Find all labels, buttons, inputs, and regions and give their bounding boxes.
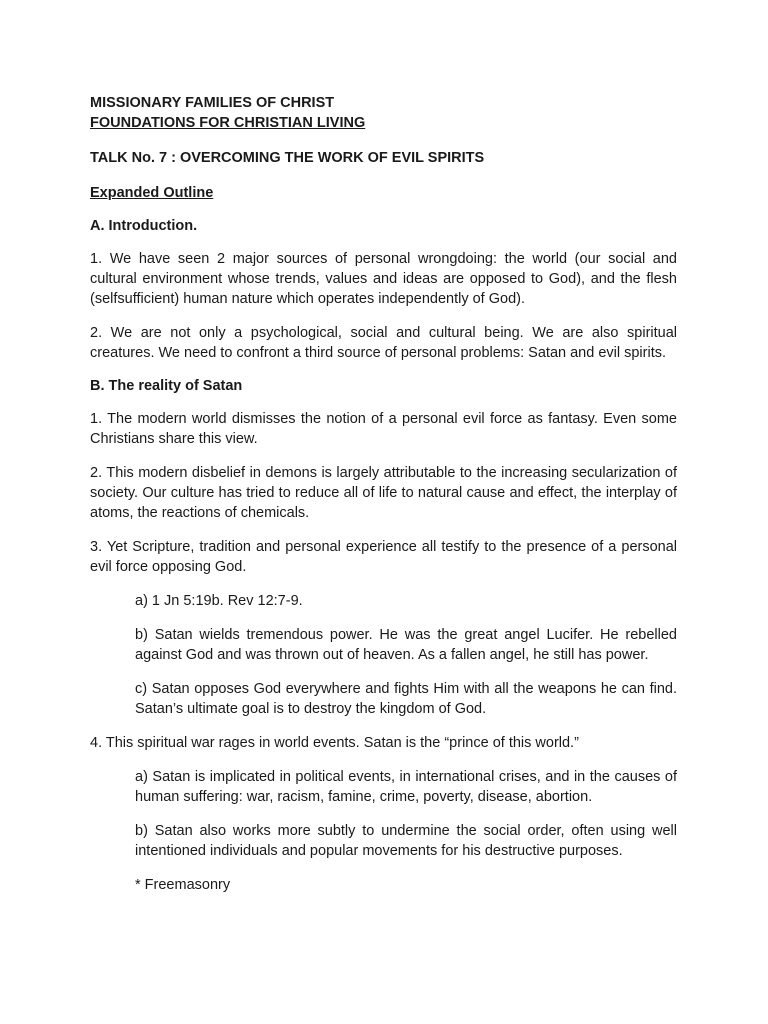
section-a-paragraph-1: 1. We have seen 2 major sources of personal wrongdoing: the world (our social and cultural environment whose trends, values and ideas are opposed to God), and the flesh (selfsufficient) human nature which operates independently of God). xyxy=(90,251,677,307)
section-b-bullet-freemasonry: * Freemasonry xyxy=(135,877,231,893)
outline-heading: Expanded Outline xyxy=(90,185,214,201)
section-b-paragraph-4: 4. This spiritual war rages in world events. Satan is the “prince of this world.” xyxy=(90,735,579,751)
section-b-item-3b: b) Satan wields tremendous power. He was the great angel Lucifer. He rebelled against God and was thrown out of heaven. As a fallen angel, he still has power. xyxy=(135,627,677,663)
section-b-item-4b: b) Satan also works more subtly to undermine the social order, often using well intentioned individuals and popular movements for his destructive purposes. xyxy=(135,823,677,859)
section-b-heading: B. The reality of Satan xyxy=(90,378,243,394)
section-a-paragraph-2: 2. We are not only a psychological, social and cultural being. We are also spiritual creatures. We need to confront a third source of personal problems: Satan and evil spirits. xyxy=(90,325,677,361)
course-title: FOUNDATIONS FOR CHRISTIAN LIVING xyxy=(90,115,366,131)
section-b-paragraph-1: 1. The modern world dismisses the notion of a personal evil force as fantasy. Even some Christians share this view. xyxy=(90,411,677,447)
section-b-paragraph-2: 2. This modern disbelief in demons is largely attributable to the increasing secularization of society. Our culture has tried to reduce all of life to natural cause and effect, the interplay of atoms, the reactions of chemicals. xyxy=(90,465,677,521)
section-b-item-3a: a) 1 Jn 5:19b. Rev 12:7-9. xyxy=(135,593,303,609)
org-title: MISSIONARY FAMILIES OF CHRIST xyxy=(90,95,335,111)
section-b-item-3c: c) Satan opposes God everywhere and fights Him with all the weapons he can find. Satan’s ultimate goal is to destroy the kingdom of God. xyxy=(135,681,677,717)
section-b-item-4a: a) Satan is implicated in political events, in international crises, and in the causes of human suffering: war, racism, famine, crime, poverty, disease, abortion. xyxy=(135,769,677,805)
section-b-paragraph-3: 3. Yet Scripture, tradition and personal experience all testify to the presence of a personal evil force opposing God. xyxy=(90,539,677,575)
document-body xyxy=(90,93,677,895)
talk-title: TALK No. 7 : OVERCOMING THE WORK OF EVIL SPIRITS xyxy=(90,150,485,166)
section-a-heading: A. Introduction. xyxy=(90,218,198,234)
